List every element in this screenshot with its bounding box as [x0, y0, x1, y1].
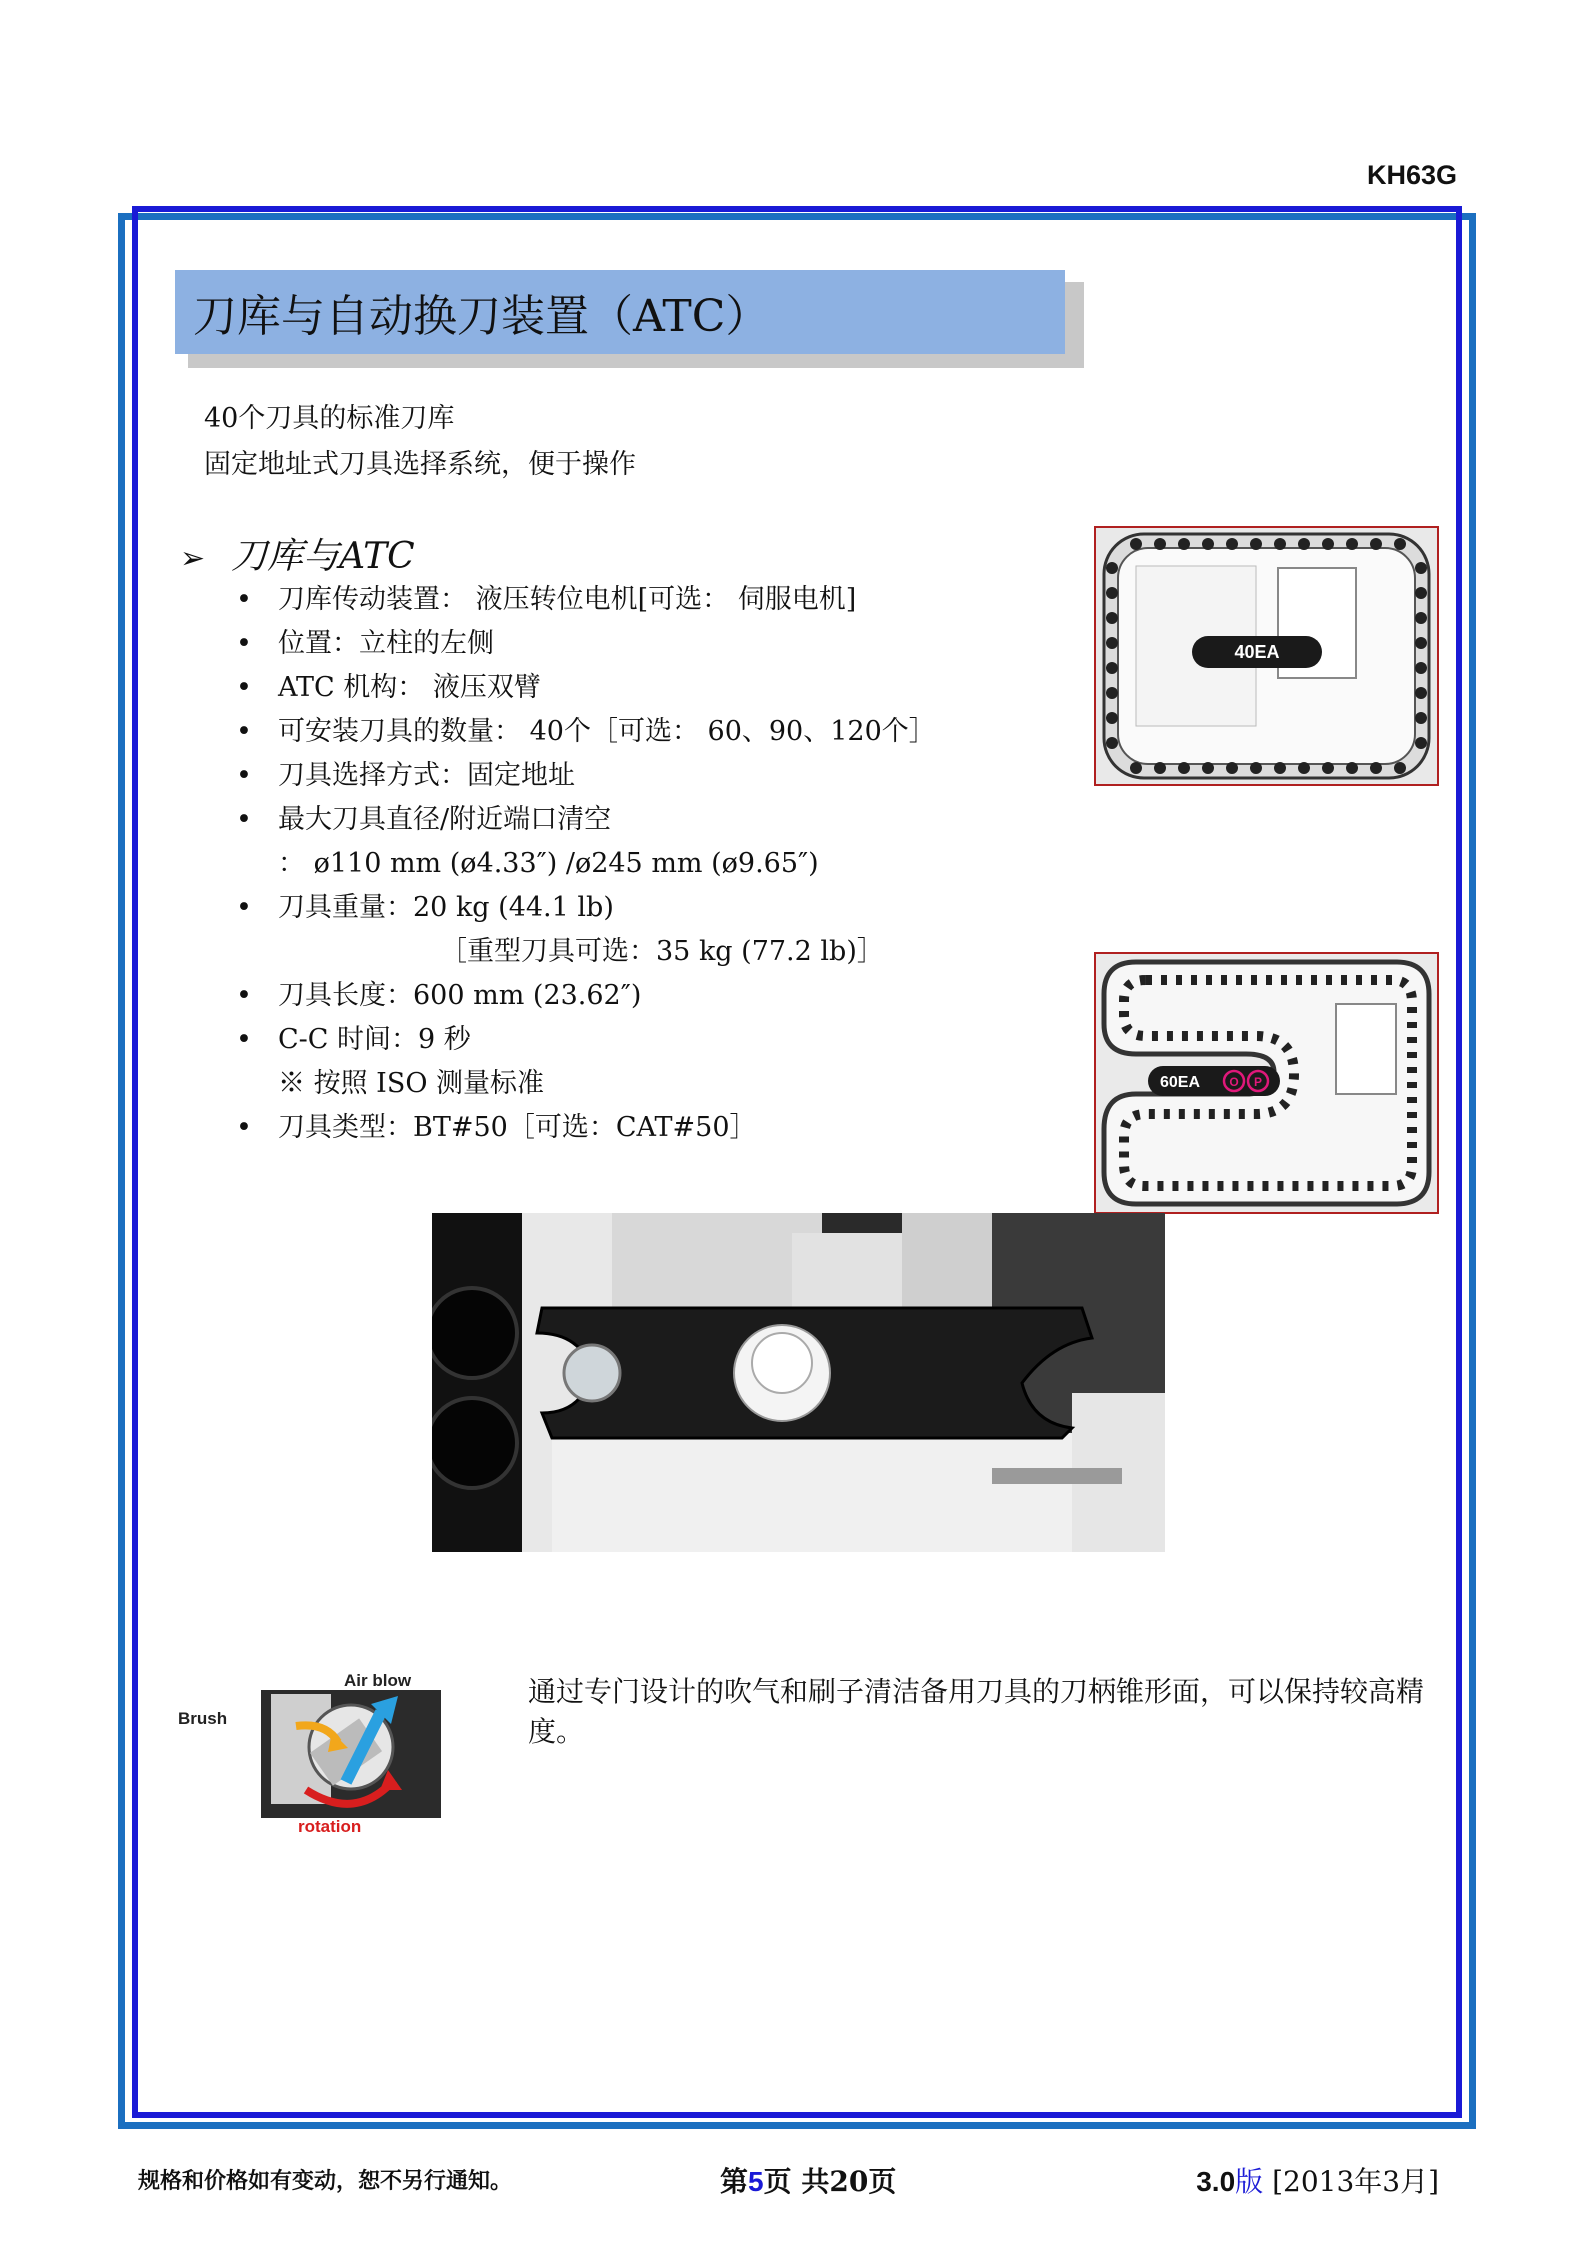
spec-item-text: 位置：立柱的左侧: [278, 628, 494, 659]
bullet-icon: •: [236, 892, 252, 923]
spec-item: [236, 710, 936, 754]
bullet-icon: •: [236, 980, 252, 1011]
spec-item-text: 刀具重量：20 kg (44.1 lb): [278, 892, 614, 923]
bullet-icon: •: [236, 672, 252, 703]
bullet-icon: •: [236, 804, 252, 835]
spec-item-text: 可安装刀具的数量： 40个［可选： 60、90、120个］: [278, 716, 936, 747]
subsection-heading-text: 刀库与ATC: [231, 536, 415, 577]
bullet-icon: •: [236, 716, 252, 747]
spec-item-text: C-C 时间：9 秒: [278, 1024, 471, 1055]
spec-item-text: ： ø110 mm (ø4.33″) /ø245 mm (ø9.65″): [278, 848, 819, 879]
spec-item: [236, 842, 936, 886]
rotation-label: rotation: [298, 1817, 362, 1834]
model-code: KH63G: [1366, 160, 1457, 190]
magazine-60-label: 60EA: [1159, 1074, 1201, 1091]
spec-item: [236, 578, 936, 622]
spec-item: [236, 974, 936, 1018]
spec-item: [236, 798, 936, 842]
atc-arm-drawing: [432, 1213, 1165, 1552]
bullet-icon: •: [236, 1024, 252, 1055]
spec-item: [236, 930, 936, 974]
spec-item-text: ［重型刀具可选：35 kg (77.2 lb)］: [440, 936, 884, 967]
section-title-text: 刀库与自动换刀装置（ATC）: [193, 291, 770, 342]
magazine-40-image: [1094, 526, 1439, 786]
page-prefix: 第: [720, 2165, 749, 2198]
version-date: [2013年3月]: [1272, 2165, 1439, 2198]
spec-item-text: 刀具选择方式：固定地址: [278, 760, 575, 791]
air-blow-label: Air blow: [344, 1672, 412, 1690]
spec-item-text: 最大刀具直径/附近端口清空: [278, 804, 612, 835]
spec-item: [236, 666, 936, 710]
magazine-60-drawing: [1096, 954, 1437, 1212]
footer-version: [1196, 2160, 1439, 2200]
spec-item-text: 刀库传动装置： 液压转位电机[可选： 伺服电机]: [278, 584, 857, 615]
footer-notice: 规格和价格如有变动，恕不另行通知。: [138, 2168, 513, 2194]
spec-list: [236, 578, 936, 1150]
bullet-icon: •: [236, 584, 252, 615]
option-mark-p: P: [1253, 1075, 1263, 1089]
spec-item: [236, 754, 936, 798]
spec-item-text: ※ 按照 ISO 测量标准: [278, 1068, 545, 1099]
footer-page-number: [720, 2160, 896, 2200]
brush-label: Brush: [178, 1709, 228, 1728]
magazine-40-drawing: [1096, 528, 1437, 784]
magazine-40-label: 40EA: [1234, 642, 1280, 662]
spec-item: [236, 1106, 936, 1150]
spec-item: [236, 886, 936, 930]
spec-item: [236, 622, 936, 666]
subsection-heading: [180, 528, 415, 579]
page-suffix: 页: [868, 2165, 897, 2198]
page-num: 5: [748, 2166, 764, 2197]
version-number: 3.0: [1196, 2166, 1236, 2197]
bullet-icon: •: [236, 628, 252, 659]
atc-arm-photo: [432, 1213, 1165, 1552]
version-word: 版: [1235, 2165, 1264, 2198]
intro-block: [204, 396, 636, 488]
spec-item: [236, 1018, 936, 1062]
cleaning-diagram: [176, 1672, 446, 1834]
page-mid: 页 共: [763, 2165, 830, 2198]
option-mark-o: O: [1229, 1075, 1239, 1089]
spec-item-text: ATC 机构： 液压双臂: [278, 672, 541, 703]
magazine-60-image: [1094, 952, 1439, 1214]
page-total: 20: [829, 2165, 869, 2198]
spec-item: [236, 1062, 936, 1106]
section-title: [175, 270, 1065, 354]
bullet-icon: •: [236, 1112, 252, 1143]
spec-item-text: 刀具类型：BT#50［可选：CAT#50］: [278, 1112, 757, 1143]
intro-line: 固定地址式刀具选择系统，便于操作: [204, 449, 636, 480]
spec-item-text: 刀具长度：600 mm (23.62″): [278, 980, 642, 1011]
intro-line: 40个刀具的标准刀库: [204, 403, 455, 434]
bullet-icon: •: [236, 760, 252, 791]
cleaning-description: 通过专门设计的吹气和刷子清洁备用刀具的刀柄锥形面，可以保持较高精度。: [528, 1675, 1425, 1748]
arrow-bullet-icon: ➢: [180, 541, 206, 576]
cleaning-drawing: [176, 1672, 446, 1834]
